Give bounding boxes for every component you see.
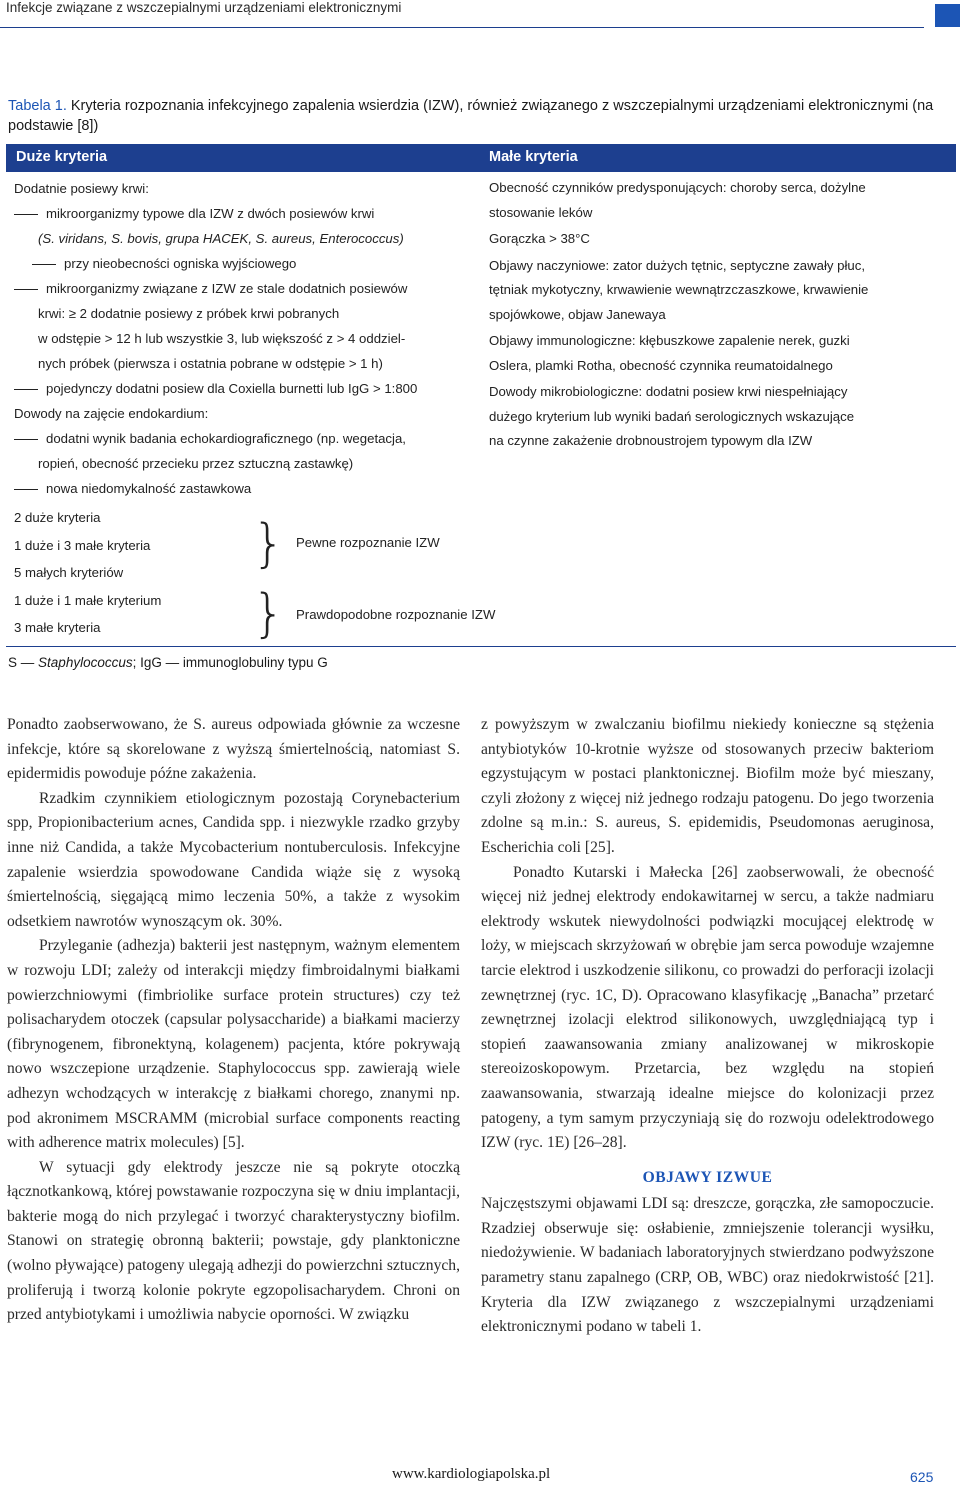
corner-marker (935, 4, 960, 27)
paragraph: z powyższym w zwalczaniu biofilmu niekiedy konieczne są stężenia antybiotyków 10-krotnie wyższe od stosowanych przeciw bakteriom egzystującym w postaci planktonicznej. Biofilm może być mieszany, czyli złożony z więcej niż jednego rodzaju patogenu. Do jego tworzenia zdolne są m.in.: S. aureus, S. epidemidis, Pseudomonas aeruginosa, Escherichia coli [25]. (481, 716, 934, 856)
minor-line: Objawy immunologiczne: kłębuszkowe zapalenie nerek, guzki (489, 333, 850, 348)
column-major-criteria: Duże kryteria (16, 149, 108, 165)
minor-line: Obecność czynników predysponujących: choroby serca, dożylne (489, 180, 866, 195)
paragraph: W sytuacji gdy elektrody jeszcze nie są pokryte otoczką łącznotkankową, której powstawanie rozpoczyna się w dniu implantacji, bakterie mogą do nich przylegać i tworzyć charakterystyczny biofilm. Stanowi on strategię obronną bakterii; powstaje, gdy planktoniczne (wolno pływające) patogeny ulegają adhezji do powierzchni sztucznych, proliferują i tworzą kolonie pokryte egzopolisacharydem. Chroni on przed antybiotykami i umożliwia nabycie oporności. W związku (7, 1158, 460, 1324)
paragraph: Rzadkim czynnikiem etiologicznym pozostają Corynebacterium spp, Propionibacterium acnes, Candida spp. i niezwykle rzadko grzyby inne niż Candida, a także Mycobacterium nontuberculosis. Infekcyjne zapalenie wsierdzia spowodowane Candida wiąże się z wysoką śmiertelnością, sięgającą mimo leczenia 50%, a także z wysokim odsetkiem nawrotów wynoszącym ok. 30%. (7, 789, 460, 930)
right-column (481, 713, 934, 1340)
dash-icon: — (20, 655, 35, 670)
table-bottom-rule (6, 646, 956, 647)
column-minor-criteria: Małe kryteria (489, 149, 578, 165)
dash-icon (14, 289, 38, 290)
dash-icon (14, 214, 38, 215)
major-line: Dodatnie posiewy krwi: (14, 181, 149, 196)
paragraph: Ponadto zaobserwowano, że S. aureus odpowiada głównie za wczesne infekcje, które są skorelowane z wyższą śmiertelnością, natomiast S. epidermidis powoduje późne zakażenia. (7, 716, 460, 783)
major-line: dodatni wynik badania echokardiograficznego (np. wegetacja, (14, 426, 474, 451)
brace-icon: } (252, 584, 286, 644)
section-heading: OBJAWY IZWUE (642, 1168, 773, 1186)
minor-criteria (489, 176, 949, 454)
major-line: Dowody na zajęcie endokardium: (14, 406, 209, 421)
dash-icon: — (165, 655, 180, 670)
dash-icon (14, 489, 38, 490)
minor-line: Gorączka > 38°C (489, 231, 590, 246)
minor-line: dużego kryterium lub wyniki badań serologicznych wskazujące (489, 408, 855, 424)
page-number: 625 (910, 1469, 934, 1485)
combo-line: 5 małych kryteriów (14, 565, 124, 580)
major-line: nowa niedomykalność zastawkowa (14, 476, 474, 501)
major-criteria (14, 176, 474, 501)
footer-url: www.kardiologiapolska.pl (392, 1466, 551, 1482)
table-caption-text: Kryteria rozpoznania infekcyjnego zapalenia wsierdzia (IZW), również związanego z wszczepialnymi urządzeniami elektronicznymi (na podstawie [8]) (8, 98, 934, 134)
major-line: mikroorganizmy typowe dla IZW z dwóch posiewów krwi (14, 201, 474, 226)
probable-diagnosis: Prawdopodobne rozpoznanie IZW (296, 607, 496, 622)
minor-line: spojówkowe, objaw Janewaya (489, 306, 666, 322)
table-header (6, 144, 956, 172)
paragraph: Ponadto Kutarski i Małecka [26] zaobserwowali, że obecność więcej niż jednej elektrody endokawitarnej w sercu, a także nadmiaru elektrody wskutek niewydolności podwiązki mocującej elektrodę w loży, w miejscach skrzyżowań w obrębie jam serca powoduje wzajemne tarcie elektrod i uszkodzenie silikonu, co prowadzi do perforacji izolacji zewnętrznej (ryc. 1C, D). Opracowano klasyfikację „Banacha” przetarć zewnętrznej izolacji elektrod silikonowych, uwzględniającą typ i stopień zaawansowania zmiany analizowanej w mikroskopie stereoizoskopowym. Przetarcia, bez względu na stopień zaawansowania, stwarzają idealne miejsce do kolonizacji przez patogeny, a tym samym przyczyniają się do rozwoju odelektrodowego IZW (ryc. 1E) [26–28]. (481, 863, 934, 1152)
combo-line: 2 duże kryteria (14, 510, 101, 525)
dash-icon (14, 389, 38, 390)
major-line: pojedynczy dodatni posiew dla Coxiella burnetti lub IgG > 1:800 (14, 376, 474, 401)
running-header: Infekcje związane z wszczepialnymi urządzeniami elektronicznymi (6, 0, 402, 15)
paragraph: Najczęstszymi objawami LDI są: dreszcze, gorączka, złe samopoczucie. Rzadziej obserwuje się: osłabienie, zmniejszenie tolerancji wysiłku, niedożywienie. W badaniach laboratoryjnych stwierdzano podwyższone parametry stanu zapalnego (CRP, OB, WBC) oraz niedokrwistość [21]. Kryteria dla IZW związanego z wszczepialnymi urządzeniami elektronicznymi podano w tabeli 1. (481, 1195, 934, 1336)
brace-icon: } (252, 514, 286, 574)
left-column (7, 713, 460, 1328)
definite-diagnosis: Pewne rozpoznanie IZW (296, 535, 440, 550)
table-abbreviations: S — Staphylococcus; IgG — immunoglobuliny typu G (8, 655, 328, 670)
minor-line: Objawy naczyniowe: zator dużych tętnic, septyczne zawały płuc, (489, 257, 866, 273)
major-line: (S. viridans, S. bovis, grupa HACEK, S. aureus, Enterococcus) (38, 231, 404, 246)
combo-line: 3 małe kryteria (14, 620, 101, 635)
table-caption (8, 96, 943, 136)
table-label: Tabela 1. (8, 98, 67, 114)
minor-line: stosowanie leków (489, 204, 593, 220)
dash-icon (14, 439, 38, 440)
minor-line: na czynne zakażenie drobnoustrojem typowym dla IZW (489, 433, 813, 448)
minor-line: Oslera, plamki Rotha, obecność czynnika reumatoidalnego (489, 357, 833, 373)
combo-line: 1 duże i 3 małe kryteria (14, 537, 151, 553)
paragraph: Przyleganie (adhezja) bakterii jest następnym, ważnym elementem w rozwoju LDI; zależy od interakcji między fimbroidalnymi białkami powierzchniowymi (fimbriolike surface protein structures) czy też polisacharydem otoczek (capsular polysaccharide) a białkami macierzy (fibrynogenem, fibronektyną, kolagenem) pacjenta, które pokrywają nowo wszczepione urządzenie. Staphylococcus spp. zawierają wiele adhezyn wchodzących w interakcję z białkami chorego, znanymi np. pod akronimem MSCRAMM (microbial surface components reacting with adherence matrix molecules) [5]. (7, 937, 460, 1152)
diagnosis-combinations (14, 504, 274, 642)
combo-line: 1 duże i 1 małe kryterium (14, 592, 162, 608)
dash-icon (32, 264, 56, 265)
major-line: w odstępie > 12 h lub wszystkie 3, lub większość z > 4 oddziel- (38, 331, 406, 346)
major-line: nych próbek (pierwsza i ostatnia pobrane w odstępie > 1 h) (38, 356, 383, 371)
minor-line: Dowody mikrobiologiczne: dodatni posiew krwi niespełniający (489, 384, 848, 399)
major-line: mikroorganizmy związane z IZW ze stale dodatnich posiewów (14, 276, 474, 301)
minor-line: tętniak mykotyczny, krwawienie wewnątrzczaszkowe, krwawienie (489, 282, 869, 297)
header-rule (0, 27, 924, 28)
major-line: przy nieobecności ogniska wyjściowego (14, 251, 474, 276)
major-line: krwi: ≥ 2 dodatnie posiewy z próbek krwi pobranych (38, 306, 340, 321)
major-line: ropień, obecność przecieku przez sztuczną zastawkę) (38, 456, 354, 471)
